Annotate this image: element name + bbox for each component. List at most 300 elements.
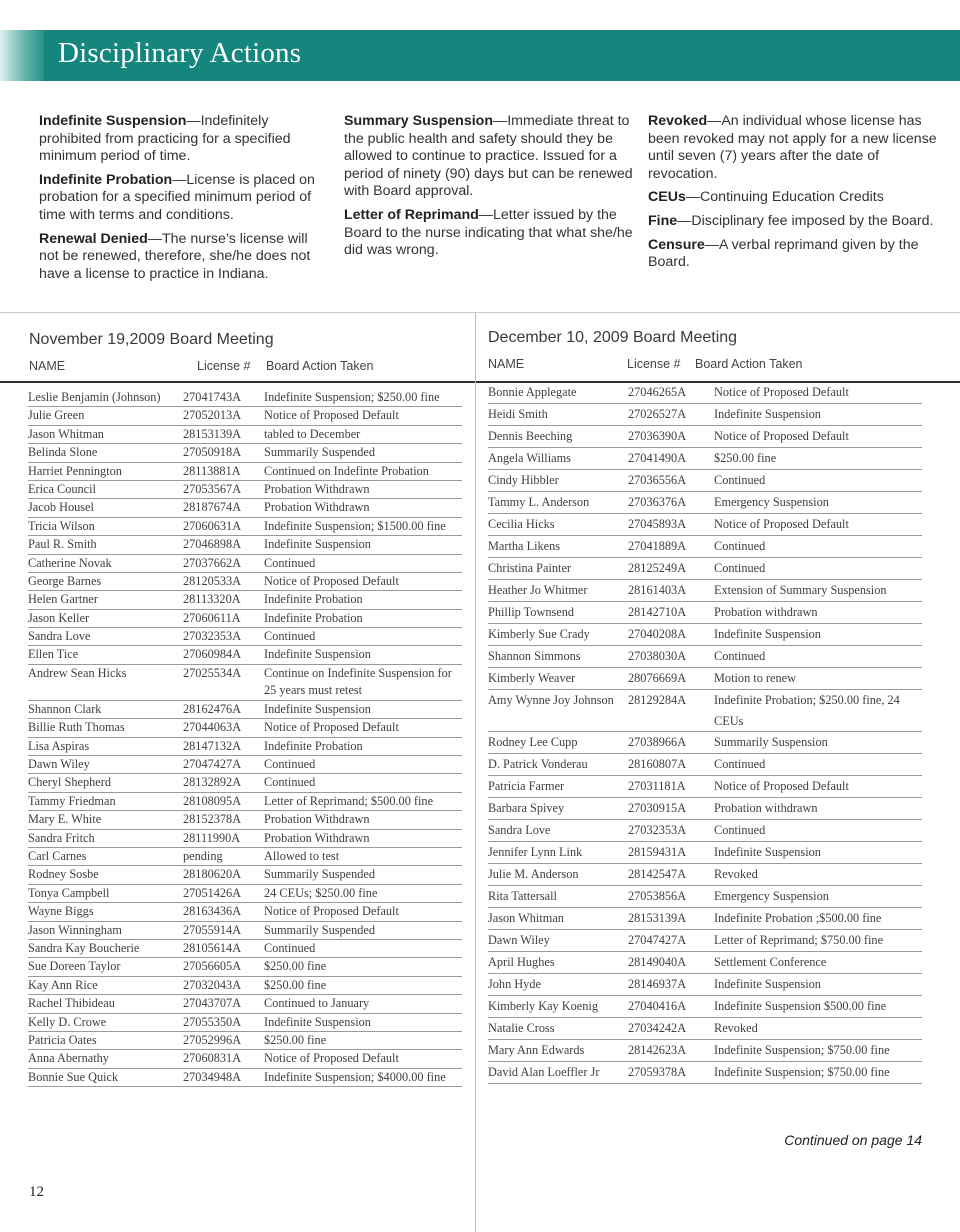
row-license: 27041490A — [628, 451, 687, 465]
december-header-action: Board Action Taken — [695, 357, 803, 371]
definition-term: Indefinite Probation — [39, 171, 173, 188]
row-name: Sandra Kay Boucherie — [28, 940, 140, 955]
row-name: Carl Carnes — [28, 848, 87, 863]
row-license: 28113881A — [183, 463, 241, 478]
row-name: Paul R. Smith — [28, 537, 97, 552]
row-name: Natalie Cross — [488, 1021, 555, 1035]
row-license: 27036376A — [628, 495, 687, 509]
row-license: 28113320A — [183, 592, 241, 607]
november-header-name: NAME — [29, 359, 66, 373]
row-license: 27031181A — [628, 779, 686, 793]
row-license: 27034242A — [628, 1021, 687, 1035]
definition-term: Fine — [648, 212, 678, 229]
row-action: Notice of Proposed Default — [264, 904, 399, 919]
row-name: Cecilia Hicks — [488, 517, 555, 531]
table-row — [488, 514, 922, 536]
table-row — [488, 820, 922, 842]
row-action: Indefinite Suspension — [264, 1014, 371, 1029]
row-license: 27052013A — [183, 408, 242, 423]
row-license: 27032353A — [628, 823, 687, 837]
row-action: Indefinite Suspension — [714, 845, 821, 859]
row-action: Extension of Summary Suspension — [714, 583, 887, 597]
table-row — [488, 1040, 922, 1062]
table-row — [488, 864, 922, 886]
row-name: Jason Whitman — [488, 911, 564, 925]
table-row — [28, 628, 462, 646]
row-action: tabled to December — [264, 426, 361, 441]
table-row — [28, 646, 462, 664]
row-license: 28129284A — [628, 693, 687, 707]
row-license: 27041889A — [628, 539, 687, 553]
row-action: Indefinite Suspension — [264, 647, 371, 662]
table-row — [28, 665, 462, 701]
row-license: 28153139A — [183, 426, 242, 441]
row-name: Rachel Thibideau — [28, 996, 115, 1011]
table-row — [488, 798, 922, 820]
table-row — [488, 580, 922, 602]
table-row — [488, 448, 922, 470]
table-row — [28, 756, 462, 774]
row-action: Indefinite Suspension — [264, 701, 371, 716]
row-name: Sandra Fritch — [28, 830, 95, 845]
table-row — [488, 602, 922, 624]
row-name: Kimberly Kay Koenig — [488, 999, 598, 1013]
row-license: 27053856A — [628, 889, 687, 903]
row-license: 27052996A — [183, 1032, 242, 1047]
row-action: Allowed to test — [264, 848, 340, 863]
row-name: Belinda Slone — [28, 445, 98, 460]
row-action: Continued — [264, 555, 316, 570]
row-action: Summarily Suspended — [264, 445, 376, 460]
table-row — [28, 591, 462, 609]
definition-term: CEUs — [648, 189, 686, 206]
row-license: 27051426A — [183, 885, 242, 900]
november-header-license: License # — [197, 359, 251, 373]
definition-text: —Indefinitely prohibited from practicing for a specified minimum period of time. — [39, 113, 291, 165]
row-name: Anna Abernathy — [28, 1051, 109, 1066]
definitions-column-1 — [39, 113, 327, 289]
table-row — [28, 719, 462, 737]
row-name: George Barnes — [28, 573, 102, 588]
row-license: 27038030A — [628, 649, 687, 663]
row-name: Shannon Clark — [28, 701, 102, 716]
row-name: Helen Gartner — [28, 592, 98, 607]
row-license: 27038966A — [628, 735, 687, 749]
banner-gradient — [0, 30, 44, 81]
continued-note: Continued on page 14 — [784, 1132, 922, 1148]
row-name: Phillip Townsend — [488, 605, 575, 619]
row-name: Kimberly Weaver — [488, 671, 576, 685]
row-action: Notice of Proposed Default — [264, 720, 399, 735]
row-action: Continued — [264, 775, 316, 790]
table-row — [28, 940, 462, 958]
row-action: $250.00 fine — [264, 977, 327, 992]
title-banner — [0, 30, 960, 81]
table-row — [488, 690, 922, 732]
row-action: Indefinite Suspension — [714, 977, 821, 991]
row-name: John Hyde — [488, 977, 541, 991]
row-license: 27060831A — [183, 1051, 242, 1066]
definition-text: —Disciplinary fee imposed by the Board. — [677, 212, 934, 229]
row-name: Cindy Hibbler — [488, 473, 559, 487]
table-row — [28, 977, 462, 995]
table-row — [28, 481, 462, 499]
row-name: Cheryl Shepherd — [28, 775, 111, 790]
row-name: Mary Ann Edwards — [488, 1043, 585, 1057]
row-name: Rodney Sosbe — [28, 867, 99, 882]
row-action: Indefinite Probation — [264, 592, 363, 607]
row-name: April Hughes — [488, 955, 555, 969]
row-license: 27046265A — [628, 385, 687, 399]
table-row — [488, 754, 922, 776]
table-row — [488, 732, 922, 754]
row-license: 27060984A — [183, 647, 242, 662]
row-name: Dawn Wiley — [28, 757, 90, 772]
page-number: 12 — [29, 1184, 44, 1200]
row-action: Continued on Indefinte Probation — [264, 463, 429, 478]
table-row — [488, 996, 922, 1018]
row-license: 28187674A — [183, 500, 242, 515]
definition — [39, 113, 327, 166]
row-name: Kelly D. Crowe — [28, 1014, 107, 1029]
row-action: 24 CEUs; $250.00 fine — [264, 885, 378, 900]
row-action: Continued — [714, 539, 766, 553]
row-license: 27059378A — [628, 1065, 687, 1079]
row-license: 28149040A — [628, 955, 687, 969]
row-name: Heather Jo Whitmer — [488, 583, 588, 597]
row-action: Notice of Proposed Default — [264, 1051, 399, 1066]
row-action: Indefinite Suspension; $4000.00 fine — [264, 1069, 446, 1084]
row-license: 28111990A — [183, 830, 241, 845]
definition-text: —Letter issued by the Board to the nurse indicating that what she/he did was wrong. — [344, 206, 633, 259]
definition-term: Revoked — [648, 113, 708, 129]
row-action: Indefinite Probation ;$500.00 fine — [714, 911, 882, 925]
table-row — [488, 1062, 922, 1084]
row-action: Probation withdrawn — [714, 801, 818, 815]
table-row — [488, 646, 922, 668]
definition-term: Letter of Reprimand — [344, 206, 479, 223]
row-action: Continue on Indefinite Suspension for 25 years must retest — [264, 665, 452, 698]
row-action: Continued — [714, 823, 766, 837]
row-action: Indefinite Suspension; $1500.00 fine — [264, 518, 446, 533]
december-header-name: NAME — [488, 357, 525, 371]
table-row — [488, 952, 922, 974]
table-row — [28, 922, 462, 940]
page-title: Disciplinary Actions — [58, 37, 302, 69]
row-license: 28153139A — [628, 911, 687, 925]
row-license: 27040416A — [628, 999, 687, 1013]
row-license: 27037662A — [183, 555, 242, 570]
row-name: Dawn Wiley — [488, 933, 550, 947]
row-name: Harriet Pennington — [28, 463, 122, 478]
row-license: 27055350A — [183, 1014, 242, 1029]
table-row — [28, 848, 462, 866]
december-header-license: License # — [627, 357, 681, 371]
table-row — [28, 885, 462, 903]
row-action: Settlement Conference — [714, 955, 827, 969]
row-license: 28147132A — [183, 738, 242, 753]
row-action: Probation Withdrawn — [264, 500, 370, 515]
row-license: 28161403A — [628, 583, 687, 597]
row-name: D. Patrick Vonderau — [488, 757, 588, 771]
table-row — [28, 958, 462, 976]
row-license: 27060611A — [183, 610, 241, 625]
table-row — [488, 624, 922, 646]
row-license: 27036390A — [628, 429, 687, 443]
row-action: Indefinite Suspension; $750.00 fine — [714, 1043, 890, 1057]
row-name: Martha Likens — [488, 539, 561, 553]
definition — [39, 231, 327, 284]
definition — [648, 237, 938, 272]
december-table — [488, 382, 922, 1084]
row-license: 28132892A — [183, 775, 242, 790]
row-action: Letter of Reprimand; $500.00 fine — [264, 793, 434, 808]
november-header-action: Board Action Taken — [266, 359, 374, 373]
row-name: Bonnie Applegate — [488, 385, 577, 399]
table-row — [488, 668, 922, 690]
row-license: 28108095A — [183, 793, 242, 808]
row-action: Notice of Proposed Default — [264, 573, 399, 588]
table-row — [28, 830, 462, 848]
november-header-rule — [0, 381, 475, 383]
row-license: 27053567A — [183, 481, 242, 496]
row-name: Tonya Campbell — [28, 885, 110, 900]
row-name: Kay Ann Rice — [28, 977, 98, 992]
table-row — [488, 536, 922, 558]
row-name: David Alan Loeffler Jr — [488, 1065, 600, 1079]
row-action: Letter of Reprimand; $750.00 fine — [714, 933, 884, 947]
row-name: Ellen Tice — [28, 647, 79, 662]
row-action: Notice of Proposed Default — [714, 517, 849, 531]
row-action: Indefinite Suspension — [264, 537, 371, 552]
definitions-column-3 — [648, 113, 938, 278]
row-license: pending — [183, 848, 223, 863]
row-name: Jacob Housel — [28, 500, 94, 515]
row-action: Continued — [714, 473, 766, 487]
row-action: Probation withdrawn — [714, 605, 818, 619]
row-license: 27032043A — [183, 977, 242, 992]
november-table — [28, 389, 462, 1087]
row-license: 27046898A — [183, 537, 242, 552]
row-name: Rita Tattersall — [488, 889, 557, 903]
row-name: Tammy Friedman — [28, 793, 116, 808]
row-name: Julie Green — [28, 408, 85, 423]
row-action: Indefinite Suspension — [714, 407, 821, 421]
table-row — [488, 558, 922, 580]
table-row — [488, 404, 922, 426]
definition — [648, 213, 938, 231]
table-row — [488, 974, 922, 996]
definition-term: Summary Suspension — [344, 113, 494, 129]
row-name: Shannon Simmons — [488, 649, 581, 663]
row-name: Sandra Love — [488, 823, 551, 837]
row-license: 28163436A — [183, 904, 242, 919]
table-row — [28, 1050, 462, 1068]
table-row — [28, 518, 462, 536]
row-license: 27047427A — [628, 933, 687, 947]
row-name: Dennis Beeching — [488, 429, 573, 443]
row-action: Notice of Proposed Default — [714, 385, 849, 399]
row-name: Sue Doreen Taylor — [28, 959, 121, 974]
table-row — [28, 426, 462, 444]
definition-text: —An individual whose license has been revoked may not apply for a new license until seven (7) years after the date of revocation. — [648, 113, 937, 182]
table-row — [28, 499, 462, 517]
row-name: Heidi Smith — [488, 407, 548, 421]
row-name: Tricia Wilson — [28, 518, 95, 533]
table-row — [488, 1018, 922, 1040]
row-name: Jason Winningham — [28, 922, 122, 937]
table-row — [488, 470, 922, 492]
row-action: Notice of Proposed Default — [714, 779, 849, 793]
table-row — [488, 492, 922, 514]
row-action: Indefinite Probation — [264, 610, 363, 625]
row-license: 28125249A — [628, 561, 687, 575]
row-name: Christina Painter — [488, 561, 571, 575]
row-license: 27045893A — [628, 517, 687, 531]
row-license: 28159431A — [628, 845, 687, 859]
row-action: Indefinite Suspension — [714, 627, 821, 641]
row-name: Patricia Oates — [28, 1032, 97, 1047]
definition-text: —License is placed on probation for a specified minimum period of time with terms and conditions. — [39, 171, 315, 223]
row-action: Indefinite Suspension; $750.00 fine — [714, 1065, 890, 1079]
table-row — [488, 842, 922, 864]
row-license: 28146937A — [628, 977, 687, 991]
row-action: Continued to January — [264, 996, 370, 1011]
column-divider — [475, 312, 476, 1232]
row-name: Wayne Biggs — [28, 904, 94, 919]
row-action: Revoked — [714, 1021, 758, 1035]
table-row — [28, 701, 462, 719]
table-row — [28, 573, 462, 591]
table-row — [28, 389, 462, 407]
row-license: 27060631A — [183, 518, 242, 533]
definition-text: —Continuing Education Credits — [685, 189, 884, 206]
row-action: Continued — [714, 561, 766, 575]
table-row — [28, 1014, 462, 1032]
row-license: 27030915A — [628, 801, 687, 815]
section-divider — [0, 312, 960, 313]
row-action: Emergency Suspension — [714, 495, 829, 509]
row-action: Indefinite Probation — [264, 738, 363, 753]
table-row — [488, 886, 922, 908]
definitions-column-2 — [344, 113, 634, 266]
row-name: Erica Council — [28, 481, 96, 496]
row-name: Tammy L. Anderson — [488, 495, 590, 509]
row-action: Revoked — [714, 867, 758, 881]
row-name: Sandra Love — [28, 629, 91, 644]
row-name: Amy Wynne Joy Johnson — [488, 693, 614, 707]
row-license: 27050918A — [183, 445, 242, 460]
definition — [39, 172, 327, 225]
row-name: Bonnie Sue Quick — [28, 1069, 119, 1084]
row-action: $250.00 fine — [264, 1032, 327, 1047]
row-license: 28180620A — [183, 867, 242, 882]
table-row — [28, 536, 462, 554]
row-name: Patricia Farmer — [488, 779, 565, 793]
row-action: $250.00 fine — [714, 451, 777, 465]
november-meeting-title: November 19,2009 Board Meeting — [29, 331, 274, 348]
row-action: Probation Withdrawn — [264, 481, 370, 496]
row-license: 27041743A — [183, 390, 242, 404]
row-name: Lisa Aspiras — [28, 738, 90, 753]
row-action: Notice of Proposed Default — [714, 429, 849, 443]
row-name: Mary E. White — [28, 812, 102, 827]
table-row — [488, 426, 922, 448]
row-name: Catherine Novak — [28, 555, 112, 570]
definition-text: —Immediate threat to the public health and safety should they be allowed to continue to practice. Issued for a period of ninety (90) days but can be renewed with Board approval. — [344, 113, 633, 200]
table-row — [28, 444, 462, 462]
row-name: Barbara Spivey — [488, 801, 565, 815]
table-row — [28, 866, 462, 884]
definition — [648, 189, 938, 207]
row-action: Indefinite Suspension; $250.00 fine — [264, 390, 440, 404]
table-row — [28, 555, 462, 573]
table-row — [28, 463, 462, 481]
row-name: Jennifer Lynn Link — [488, 845, 583, 859]
row-action: $250.00 fine — [264, 959, 327, 974]
table-row — [488, 930, 922, 952]
row-license: 28160807A — [628, 757, 687, 771]
row-license: 28152378A — [183, 812, 242, 827]
table-row — [28, 1032, 462, 1050]
row-license: 28142547A — [628, 867, 687, 881]
row-license: 27032353A — [183, 629, 242, 644]
row-license: 27047427A — [183, 757, 242, 772]
definition-term: Censure — [648, 236, 705, 253]
row-name: Leslie Benjamin (Johnson) — [28, 390, 161, 404]
definition-text: —A verbal reprimand given by the Board. — [648, 236, 919, 271]
table-row — [488, 908, 922, 930]
table-row — [28, 1069, 462, 1087]
row-name: Kimberly Sue Crady — [488, 627, 590, 641]
row-license: 27025534A — [183, 665, 242, 680]
december-meeting-title: December 10, 2009 Board Meeting — [488, 329, 738, 346]
row-license: 27026527A — [628, 407, 687, 421]
definition — [344, 113, 634, 201]
table-row — [28, 793, 462, 811]
row-name: Angela Williams — [488, 451, 571, 465]
row-action: Indefinite Suspension $500.00 fine — [714, 999, 887, 1013]
row-license: 27040208A — [628, 627, 687, 641]
row-name: Andrew Sean Hicks — [28, 665, 127, 680]
row-action: Motion to renew — [714, 671, 796, 685]
row-action: Probation Withdrawn — [264, 830, 370, 845]
table-row — [28, 407, 462, 425]
row-license: 28142623A — [628, 1043, 687, 1057]
row-action: Continued — [264, 757, 316, 772]
row-action: Continued — [714, 649, 766, 663]
row-action: Summarily Suspended — [264, 867, 376, 882]
row-license: 28142710A — [628, 605, 687, 619]
row-action: Summarily Suspended — [264, 922, 376, 937]
table-row — [28, 811, 462, 829]
row-action: Indefinite Probation; $250.00 fine, 24 CEUs — [714, 693, 900, 728]
row-license: 27056605A — [183, 959, 242, 974]
row-license: 28105614A — [183, 940, 242, 955]
definition-term: Indefinite Suspension — [39, 113, 187, 129]
row-license: 28162476A — [183, 701, 242, 716]
row-action: Continued — [264, 940, 316, 955]
table-row — [28, 610, 462, 628]
table-row — [488, 776, 922, 798]
row-license: 27055914A — [183, 922, 242, 937]
row-name: Jason Whitman — [28, 426, 104, 441]
row-license: 27043707A — [183, 996, 242, 1011]
row-action: Emergency Suspension — [714, 889, 829, 903]
row-name: Billie Ruth Thomas — [28, 720, 125, 735]
row-name: Rodney Lee Cupp — [488, 735, 578, 749]
table-row — [28, 738, 462, 756]
